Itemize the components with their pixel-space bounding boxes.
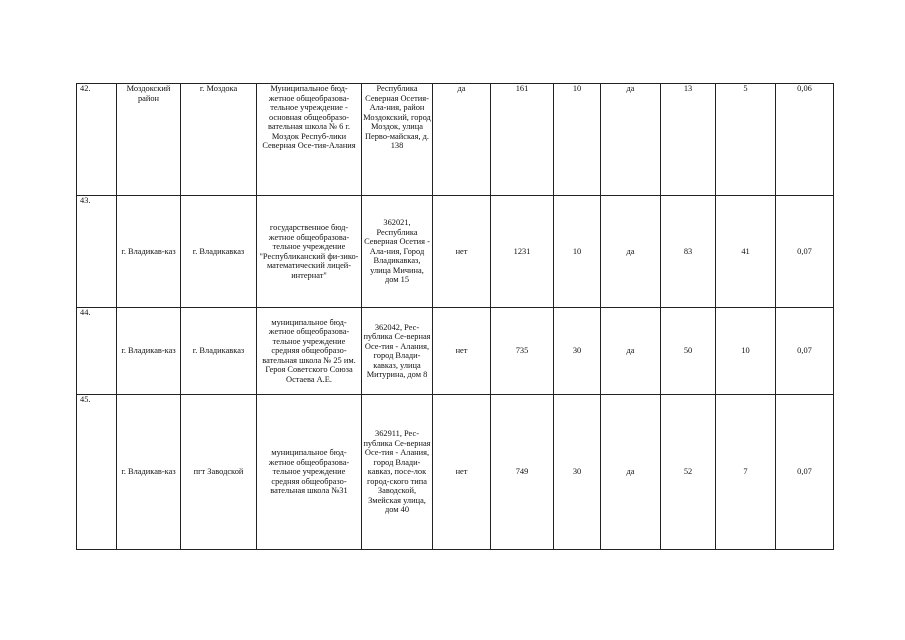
value3-cell: 0,07 [776, 395, 834, 550]
flag2-cell: да [601, 84, 661, 196]
count-cell: 749 [491, 395, 554, 550]
value3-cell: 0,06 [776, 84, 834, 196]
value3-cell: 0,07 [776, 196, 834, 308]
flag2-cell: да [601, 308, 661, 395]
value2-cell: 41 [716, 196, 776, 308]
value1-cell: 83 [661, 196, 716, 308]
city-cell: г. Моздока [181, 84, 257, 196]
value3-cell: 0,07 [776, 308, 834, 395]
row-number: 43. [77, 196, 117, 308]
organization-cell: Муниципальное бюд-жетное общеобразова-тельное учреждение - основная общеобразо-вательная школа № 6 г. Моздок Респуб-лики Северная Осе-тия-Алания [257, 84, 362, 196]
district-cell: г. Владикав-каз [117, 395, 181, 550]
schools-table [76, 83, 834, 550]
count-cell: 735 [491, 308, 554, 395]
row-number: 45. [77, 395, 117, 550]
flag1-cell: да [433, 84, 491, 196]
value2-cell: 5 [716, 84, 776, 196]
value2-cell: 7 [716, 395, 776, 550]
district-cell: г. Владикав-каз [117, 308, 181, 395]
count-cell: 1231 [491, 196, 554, 308]
row-number: 44. [77, 308, 117, 395]
city-cell: г. Владикавказ [181, 308, 257, 395]
row-number: 42. [77, 84, 117, 196]
table-row [77, 196, 834, 308]
value1-cell: 13 [661, 84, 716, 196]
table-row [77, 84, 834, 196]
address-cell: 362021, Республика Северная Осетия - Ала-ния, Город Владикавказ, улица Мичина, дом 15 [362, 196, 433, 308]
address-cell: 362911, Рес-публика Се-верная Осе-тия - Алания, город Влади-кавказ, посе-лок город-ского типа Заводской, Змейская улица, дом 40 [362, 395, 433, 550]
district-cell: Моздокский район [117, 84, 181, 196]
city-cell: г. Владикавказ [181, 196, 257, 308]
flag2-cell: да [601, 395, 661, 550]
value1-cell: 50 [661, 308, 716, 395]
value1-cell: 52 [661, 395, 716, 550]
address-cell: Республика Северная Осетия-Ала-ния, район Моздокский, город Моздок, улица Перво-майская, д. 138 [362, 84, 433, 196]
district-cell: г. Владикав-каз [117, 196, 181, 308]
hours-cell: 30 [554, 395, 601, 550]
table-row [77, 395, 834, 550]
flag1-cell: нет [433, 395, 491, 550]
flag1-cell: нет [433, 196, 491, 308]
count-cell: 161 [491, 84, 554, 196]
flag2-cell: да [601, 196, 661, 308]
hours-cell: 10 [554, 84, 601, 196]
hours-cell: 10 [554, 196, 601, 308]
table-row [77, 308, 834, 395]
address-cell: 362042, Рес-публика Се-верная Осе-тия - Алания, город Влади-кавказ, улица Митурина, дом 8 [362, 308, 433, 395]
city-cell: пгт Заводской [181, 395, 257, 550]
value2-cell: 10 [716, 308, 776, 395]
organization-cell: государственное бюд-жетное общеобразова-тельное учреждение "Республиканский фи-зико-математический лицей-интернат" [257, 196, 362, 308]
organization-cell: муниципальное бюд-жетное общеобразова-тельное учреждение средняя общеобразо-вательная школа № 25 им. Героя Советского Союза Остаева А.Е. [257, 308, 362, 395]
flag1-cell: нет [433, 308, 491, 395]
hours-cell: 30 [554, 308, 601, 395]
organization-cell: муниципальное бюд-жетное общеобразова-тельное учреждение средняя общеобразо-вательная школа №31 [257, 395, 362, 550]
document-page [76, 83, 834, 550]
